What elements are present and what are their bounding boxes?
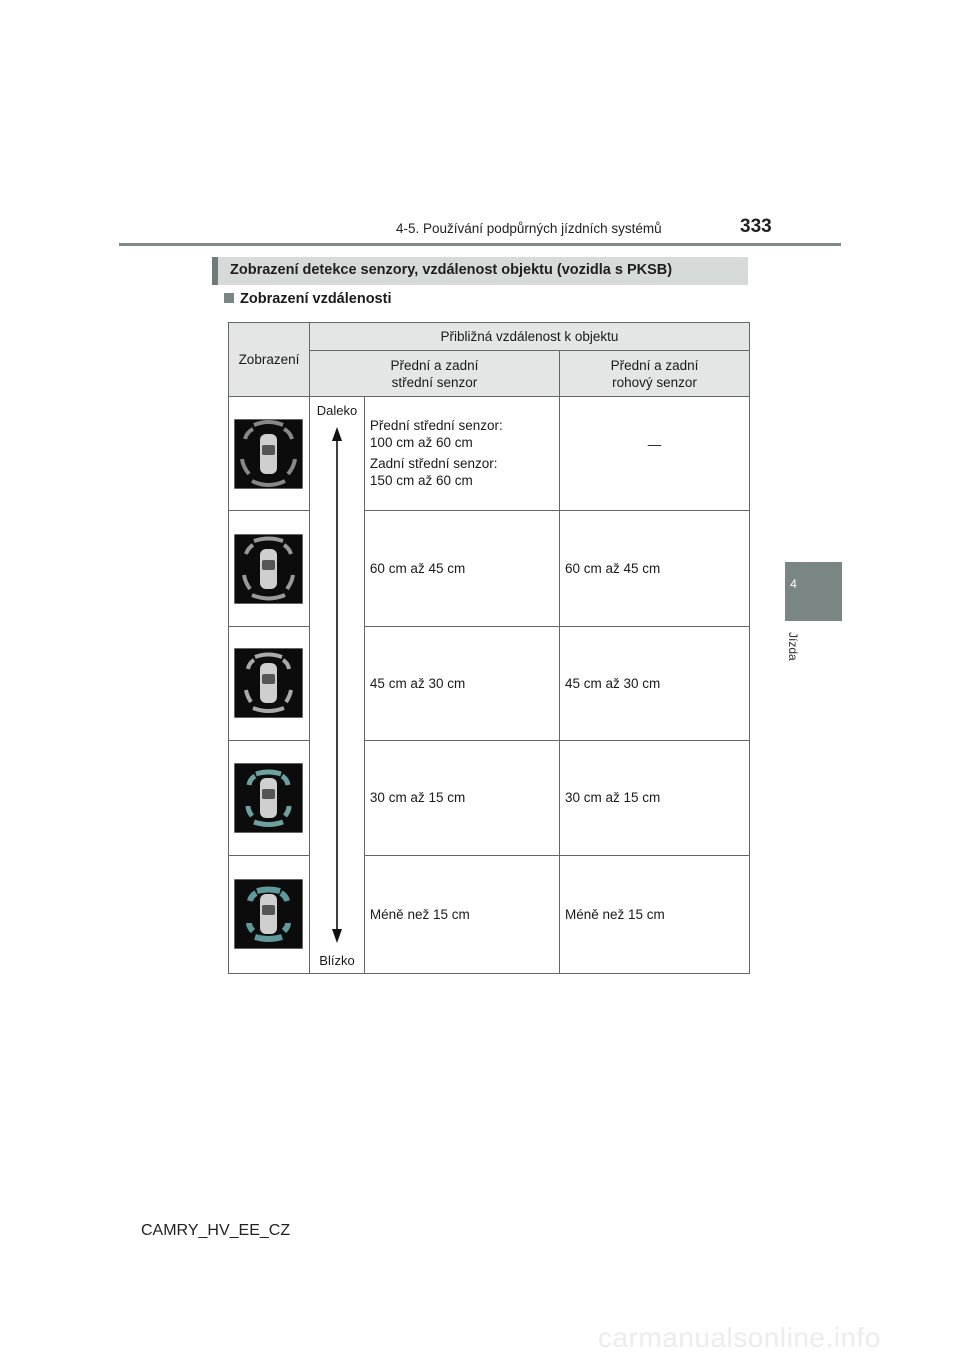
distance-arrow-cell: [309, 397, 364, 974]
display-cell: [229, 626, 310, 740]
center-sensor-value: 30 cm až 15 cm: [364, 741, 559, 855]
display-cell: [229, 397, 310, 511]
section-title: Zobrazení detekce senzory, vzdálenost objektu (vozidla s PKSB): [230, 262, 673, 278]
square-bullet-icon: [224, 293, 234, 303]
center-sensor-value: Přední střední senzor: 100 cm až 60 cm Zadní střední senzor: 150 cm až 60 cm: [364, 397, 559, 511]
subheading: [224, 291, 391, 307]
corner-sensor-value: Méně než 15 cm: [559, 855, 749, 973]
subheading-text: Zobrazení vzdálenosti: [240, 291, 392, 307]
header-distance: Přibližná vzdálenost k objektu: [309, 323, 749, 351]
display-cell: [229, 741, 310, 855]
header-center-sensor: Přední a zadní střední senzor: [309, 351, 559, 397]
sensor-display-icon: [234, 648, 303, 718]
watermark: carmanualsonline.info: [598, 1322, 881, 1353]
chapter-number: 4: [790, 577, 797, 591]
sensor-display-icon: [234, 419, 303, 489]
center-sensor-value: Méně než 15 cm: [364, 855, 559, 973]
arrow-top-label: Daleko: [316, 403, 358, 418]
header-rule: [119, 243, 841, 246]
page-number: 333: [740, 216, 772, 237]
header-section-title: 4-5. Používání podpůrných jízdních systémů: [396, 221, 662, 236]
chapter-label: Jízda: [786, 632, 800, 661]
section-title-bar: [212, 257, 748, 285]
display-cell: [229, 511, 310, 626]
corner-sensor-value: 45 cm až 30 cm: [559, 626, 749, 740]
chapter-tab: [785, 562, 842, 621]
corner-sensor-value: —: [559, 397, 749, 511]
footer-model-code: CAMRY_HV_EE_CZ: [141, 1222, 291, 1239]
sensor-display-icon: [234, 879, 303, 949]
display-cell: [229, 855, 310, 973]
corner-sensor-value: 60 cm až 45 cm: [559, 511, 749, 626]
sensor-display-icon: [234, 763, 303, 833]
center-sensor-value: 45 cm až 30 cm: [364, 626, 559, 740]
double-arrow-icon: [310, 397, 364, 973]
corner-sensor-value: 30 cm až 15 cm: [559, 741, 749, 855]
arrow-bottom-label: Blízko: [319, 953, 355, 968]
header-corner-sensor: Přední a zadní rohový senzor: [559, 351, 749, 397]
sensor-display-icon: [234, 534, 303, 604]
center-sensor-value: 60 cm až 45 cm: [364, 511, 559, 626]
header-display: Zobrazení: [229, 323, 310, 397]
distance-table: [228, 322, 750, 974]
